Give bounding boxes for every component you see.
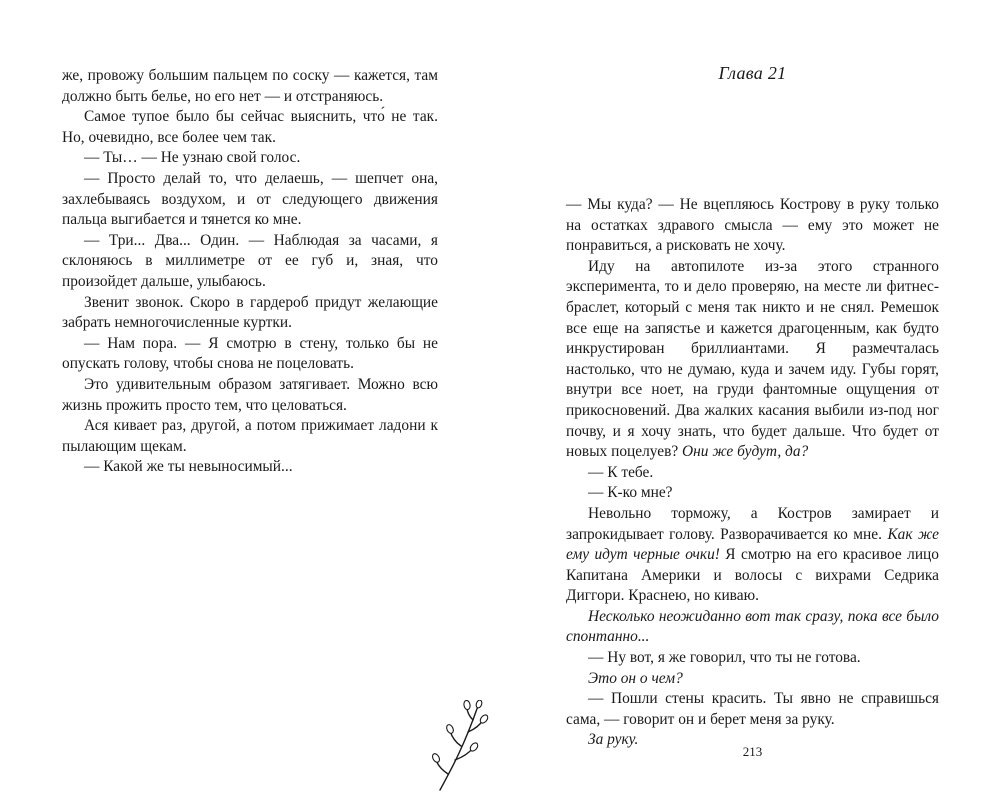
- text-segment: Иду на автопилоте из-за этого странного эксперимента, то и дело проверяю, на месте ли фитнес-браслет, который с меня так никто и не снял. Ремешок все еще на запястье и кажется драгоценным, как будто инкрустирован бриллиантами. Я размечталась настолько, что не думаю, куда и зачем иду. Губы горят, внутри все ноет, на груди фантомные ощущения от прикосновений. Два жалких касания выбили из-под ног почву, и я хочу знать, что будет дальше. Что будет от новых поцелуев?: [566, 257, 939, 461]
- italic-text: За руку.: [588, 731, 639, 749]
- paragraph: — Три... Два... Один. — Наблюдая за часами, я склоняюсь в миллиметре от ее губ и, зная, что произойдет дальше, улыбаюсь.: [62, 231, 438, 290]
- paragraph: — Какой же ты невыносимый...: [84, 458, 293, 476]
- paragraph: [566, 607, 939, 648]
- italic-text: Это он о чем?: [588, 669, 683, 687]
- italic-text: Как же ему идут черные очки!: [566, 525, 939, 564]
- page-number: 213: [742, 744, 763, 759]
- paragraph: же, провожу большим пальцем по соску — кажется, там должно быть белье, но его нет — и отстраняюсь.: [62, 67, 438, 105]
- paragraph: Самое тупое было бы сейчас выяснить, что́ не так. Но, очевидно, все более чем так.: [62, 108, 438, 146]
- paragraph: Это удивительным образом затягивает. Можно всю жизнь прожить просто тем, что целоваться.: [62, 375, 438, 414]
- paragraph: Ася кивает раз, другой, а потом прижимает ладони к пылающим щекам.: [62, 417, 438, 455]
- paragraph: [566, 195, 939, 257]
- sprig-drawing-icon: [430, 700, 490, 792]
- text-segment: Невольно торможу, а Костров замирает и запрокидывает голову. Разворачивается ко мне.: [566, 504, 939, 543]
- text-segment: Я смотрю на его красивое лицо Капитана Америки и волосы с вихрами Седрика Диггори. Краснею, но киваю.: [566, 546, 939, 605]
- paragraph: [566, 648, 939, 669]
- text-segment: — Ну вот, я же говорил, что ты не готова.: [588, 649, 861, 667]
- paragraph: [566, 669, 939, 690]
- left-page-text: [62, 66, 438, 478]
- right-page: [500, 0, 1000, 800]
- italic-text: Несколько неожиданно вот так сразу, пока все было спонтанно...: [566, 607, 939, 646]
- paragraph: Звенит звонок. Скоро в гардероб придут желающие забрать немногочисленные куртки.: [62, 293, 438, 332]
- chapter-title: Глава 21: [718, 63, 787, 83]
- paragraph: [566, 257, 939, 463]
- paragraph: [566, 483, 939, 504]
- paragraph: [566, 689, 939, 730]
- text-segment: — Пошли стены красить. Ты явно не справишься сама, — говорит он и берет меня за руку.: [566, 690, 939, 728]
- paragraph: — Просто делай то, что делаешь, — шепчет она, захлебываясь воздухом, и от следующего движения пальца выгибается и тянется ко мне.: [62, 169, 438, 229]
- paragraph: [566, 463, 939, 484]
- italic-text: Они же будут, да?: [682, 443, 809, 461]
- paragraph: — Нам пора. — Я смотрю в стену, только бы не опускать голову, чтобы снова не поцеловать.: [62, 334, 438, 373]
- paragraph: [566, 504, 939, 607]
- text-segment: — Мы куда? — Не вцепляюсь Кострову в руку только на остатках здравого смысла — ему это может не понравиться, а рисковать не хочу.: [566, 196, 939, 255]
- text-segment: — К-ко мне?: [588, 484, 673, 502]
- text-segment: — К тебе.: [588, 463, 654, 481]
- paragraph: — Ты… — Не узнаю свой голос.: [84, 149, 301, 167]
- right-page-text: [566, 195, 939, 751]
